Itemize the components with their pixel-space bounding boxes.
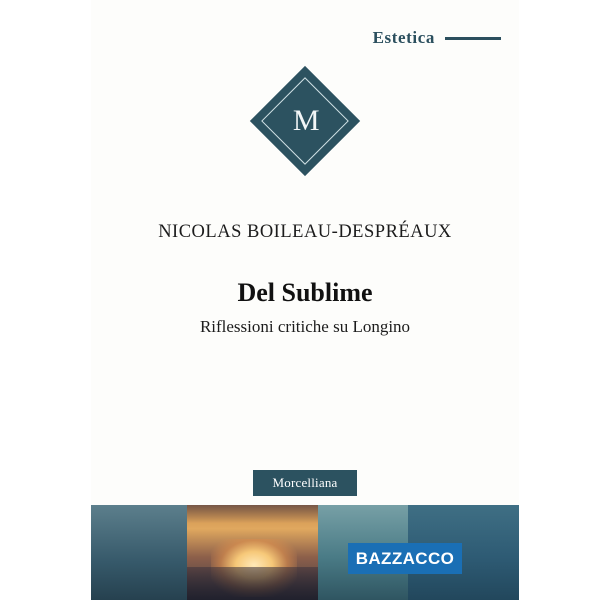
series-rule-divider [445, 37, 501, 40]
diamond-icon [250, 66, 360, 176]
artwork-cloud [187, 505, 318, 523]
publisher-name: Morcelliana [272, 475, 338, 490]
author-name: NICOLAS BOILEAU-DESPRÉAUX [158, 222, 452, 242]
bazzacco-label: BAZZACCO [355, 548, 455, 568]
series-header [373, 28, 501, 48]
series-label: Estetica [372, 28, 435, 47]
artwork-segment-left [91, 505, 187, 600]
publisher-plate [253, 470, 357, 496]
bazzacco-watermark-badge [348, 543, 462, 574]
book-subtitle: Riflessioni critiche su Longino [199, 317, 411, 336]
logo-letter: M [292, 104, 318, 137]
publisher-logo [91, 82, 519, 160]
book-title: Del Sublime [237, 278, 373, 307]
artwork-sea [187, 567, 318, 600]
